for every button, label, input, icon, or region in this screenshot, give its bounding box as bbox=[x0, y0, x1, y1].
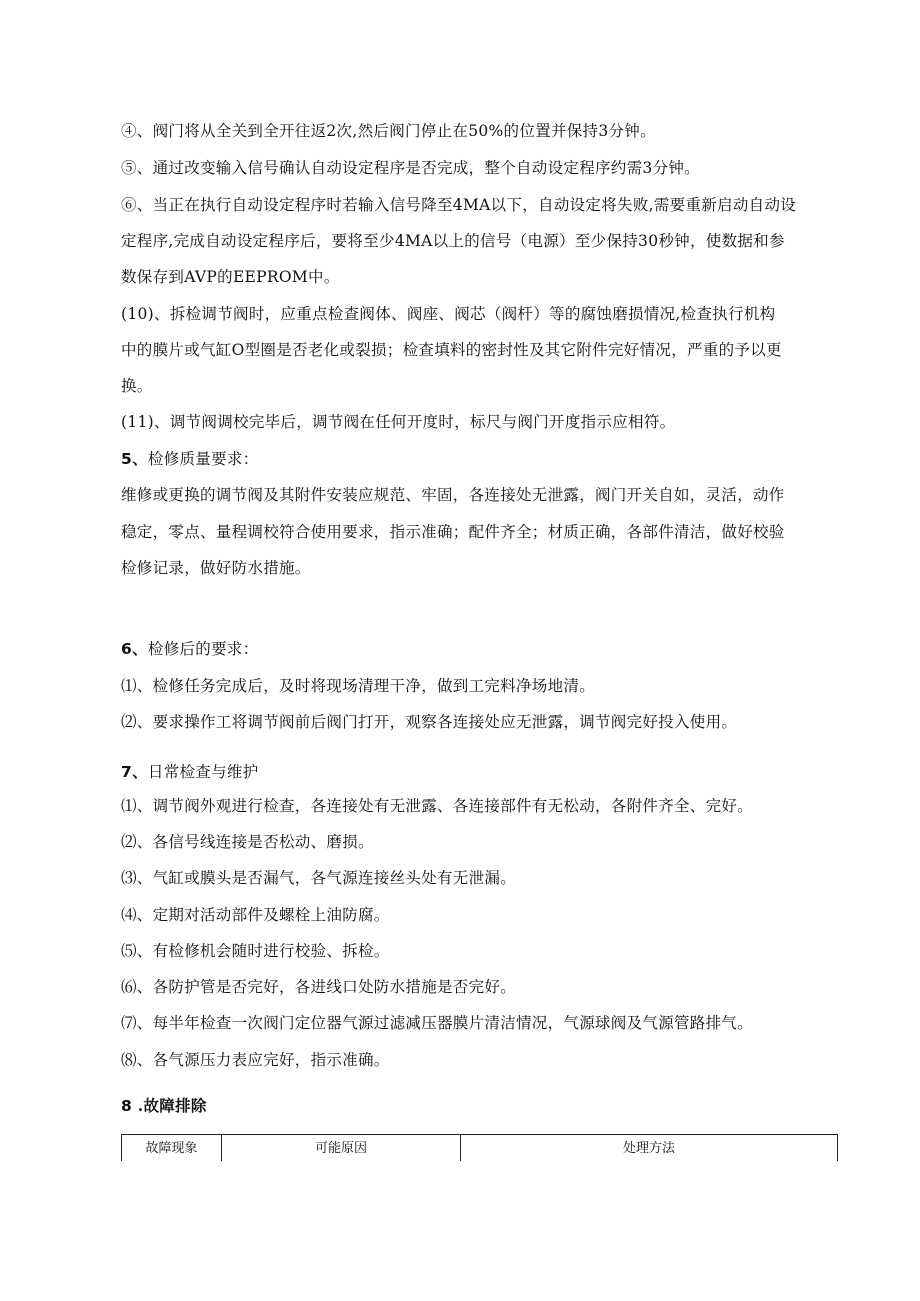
paragraph-line: 维修或更换的调节阀及其附件安装应规范、牢固，各连接处无泄露，阀门开关自如，灵活，动作 bbox=[121, 486, 785, 504]
paragraph-line: ⑥、当正在执行自动设定程序时若输入信号降至4MA以下，自动设定将失败,需要重新启动自动设 bbox=[121, 196, 797, 214]
section-number: 8 bbox=[121, 1097, 133, 1115]
list-item: ⑺、每半年检查一次阀门定位器气源过滤减压器膜片清洁情况，气源球阀及气源管路排气。 bbox=[121, 1014, 754, 1032]
list-item: ⑵、各信号线连接是否松动、磨损。 bbox=[121, 833, 374, 851]
list-item: ⑶、气缸或膜头是否漏气，各气源连接丝头处有无泄漏。 bbox=[121, 869, 517, 887]
table-header-cell: 可能原因 bbox=[222, 1135, 461, 1162]
table-header-cell: 故障现象 bbox=[122, 1135, 222, 1162]
list-item: ⑵、要求操作工将调节阀前后阀门打开，观察各连接处应无泄露，调节阀完好投入使用。 bbox=[121, 713, 738, 731]
section-number: 7、 bbox=[121, 763, 148, 781]
section-title: .故障排除 bbox=[137, 1096, 207, 1115]
paragraph-line: 定程序,完成自动设定程序后，要将至少4MA以上的信号（电源）至少保持30秒钟，使数据和参 bbox=[121, 232, 785, 250]
paragraph-line: ④、阀门将从全关到全开往返2次,然后阀门停止在50%的位置并保持3分钟。 bbox=[121, 122, 656, 140]
list-item: ⑻、各气源压力表应完好，指示准确。 bbox=[121, 1051, 390, 1069]
section-title: 检修后的要求： bbox=[147, 640, 259, 658]
section-heading-7 bbox=[121, 762, 841, 782]
paragraph-line: (11)、调节阀调校完毕后，调节阀在任何开度时，标尺与阀门开度指示应相符。 bbox=[121, 413, 676, 431]
list-item: ⑹、各防护管是否完好，各进线口处防水措施是否完好。 bbox=[121, 978, 517, 996]
paragraph-line: 换。 bbox=[121, 377, 153, 395]
paragraph-line: ⑤、通过改变输入信号确认自动设定程序是否完成，整个自动设定程序约需3分钟。 bbox=[121, 159, 700, 177]
fault-table bbox=[121, 1134, 838, 1161]
paragraph-line: 数保存到AVP的EEPROM中。 bbox=[121, 268, 340, 286]
table-header-row bbox=[122, 1135, 838, 1162]
paragraph-line: 检修记录，做好防水措施。 bbox=[121, 559, 311, 577]
list-item: ⑸、有检修机会随时进行校验、拆检。 bbox=[121, 942, 390, 960]
section-heading-5 bbox=[121, 449, 841, 469]
section-number: 6、 bbox=[121, 640, 148, 658]
paragraph-line: (10)、拆检调节阀时，应重点检查阀体、阀座、阀芯（阀杆）等的腐蚀磨损情况,检查执行机构 bbox=[121, 305, 776, 323]
paragraph-line: 稳定，零点、量程调校符合使用要求，指示准确；配件齐全；材质正确，各部件清洁，做好校验 bbox=[121, 523, 785, 541]
section-number: 5、 bbox=[121, 450, 148, 468]
table-header-cell: 处理方法 bbox=[461, 1135, 838, 1162]
section-heading-8 bbox=[121, 1096, 841, 1116]
list-item: ⑴、调节阀外观进行检查，各连接处有无泄露、各连接部件有无松动，各附件齐全、完好。 bbox=[121, 797, 754, 815]
paragraph-line: 中的膜片或气缸O型圈是否老化或裂损；检查填料的密封性及其它附件完好情况，严重的予以更 bbox=[121, 341, 782, 359]
list-item: ⑷、定期对活动部件及螺栓上油防腐。 bbox=[121, 906, 390, 924]
section-heading-6 bbox=[121, 639, 841, 659]
section-title: 日常检查与维护 bbox=[147, 763, 259, 781]
list-item: ⑴、检修任务完成后，及时将现场清理干净，做到工完料净场地清。 bbox=[121, 677, 596, 695]
section-title: 检修质量要求： bbox=[147, 450, 259, 468]
